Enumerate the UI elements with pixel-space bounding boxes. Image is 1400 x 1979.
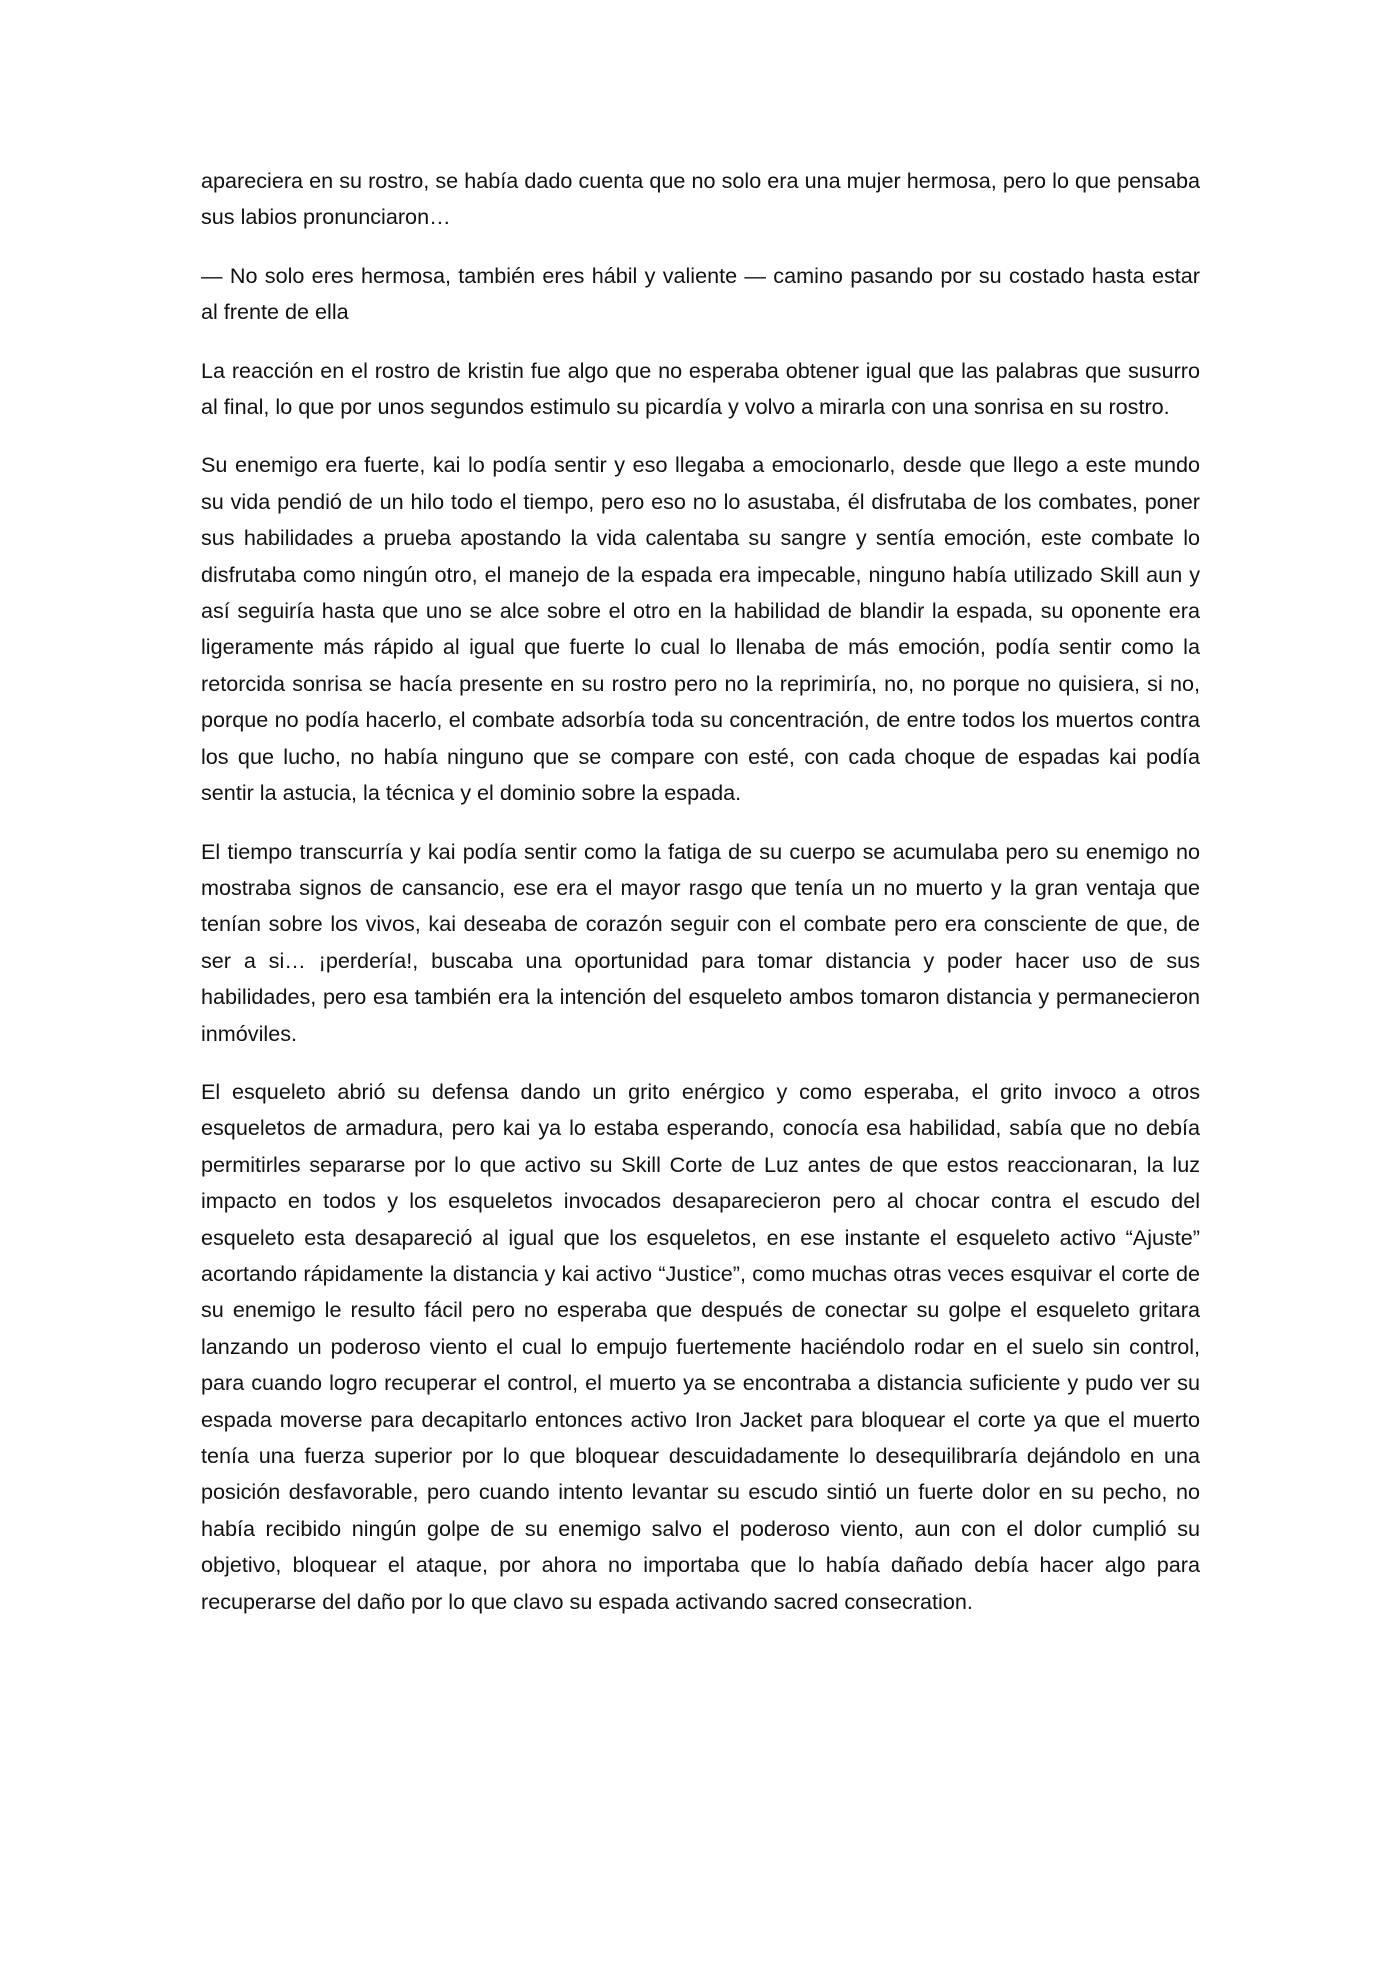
paragraph-1: apareciera en su rostro, se había dado cuenta que no solo era una mujer hermosa, pero lo que pensaba sus labios pronunciaron… bbox=[201, 168, 1200, 230]
paragraph-6: El esqueleto abrió su defensa dando un grito enérgico y como esperaba, el grito invoco a otros esqueletos de armadura, pero kai ya lo estaba esperando, conocía esa habilidad, sabía que no debía permitirles separarse por lo que activo su Skill Corte de Luz antes de que estos reaccionaran, la luz impacto en todos y los esqueletos invocados desaparecieron pero al chocar contra el escudo del esqueleto esta desapareció al igual que los esqueletos, en ese instante el esqueleto activo “Ajuste” acortando rápidamente la distancia y kai activo “Justice”, como muchas otras veces esquivar el corte de su enemigo le resulto fácil pero no esperaba que después de conectar su golpe el esqueleto gritara lanzando un poderoso viento el cual lo empujo fuertemente haciéndolo rodar en el suelo sin control, para cuando logro recuperar el control, el muerto ya se encontraba a distancia suficiente y pudo ver su espada moverse para decapitarlo entonces activo Iron Jacket para bloquear el corte ya que el muerto tenía una fuerza superior por lo que bloquear descuidadamente lo desequilibraría dejándolo en una posición desfavorable, pero cuando intento levantar su escudo sintió un fuerte dolor en su pecho, no había recibido ningún golpe de su enemigo salvo el poderoso viento, aun con el dolor cumplió su objetivo, bloquear el ataque, por ahora no importaba que lo había dañado debía hacer algo para recuperarse del daño por lo que clavo su espada activando sacred consecration. bbox=[201, 1078, 1200, 1614]
paragraph-2: — No solo eres hermosa, también eres hábil y valiente — camino pasando por su costado hasta estar al frente de ella bbox=[201, 262, 1200, 325]
paragraph-5: El tiempo transcurría y kai podía sentir como la fatiga de su cuerpo se acumulaba pero su enemigo no mostraba signos de cansancio, ese era el mayor rasgo que tenía un no muerto y la gran ventaja que tenían sobre los vivos, kai deseaba de corazón seguir con el combate pero era consciente de que, de ser a si… ¡perdería!, buscaba una oportunidad para tomar distancia y poder hacer uso de sus habilidades, pero esa también era la intención del esqueleto ambos tomaron distancia y permanecieron inmóviles. bbox=[201, 838, 1200, 1046]
body-text bbox=[201, 163, 1200, 1620]
paragraph-3: La reacción en el rostro de kristin fue algo que no esperaba obtener igual que las palabras que susurro al final, lo que por unos segundos estimulo su picardía y volvo a mirarla con una sonrisa en su rostro. bbox=[201, 357, 1200, 420]
paragraph-4: Su enemigo era fuerte, kai lo podía sentir y eso llegaba a emocionarlo, desde que llego a este mundo su vida pendió de un hilo todo el tiempo, pero eso no lo asustaba, él disfrutaba de los combates, poner sus habilidades a prueba apostando la vida calentaba su sangre y sentía emoción, este combate lo disfrutaba como ningún otro, el manejo de la espada era impecable, ninguno había utilizado Skill aun y así seguiría hasta que uno se alce sobre el otro en la habilidad de blandir la espada, su oponente era ligeramente más rápido al igual que fuerte lo cual lo llenaba de más emoción, podía sentir como la retorcida sonrisa se hacía presente en su rostro pero no la reprimiría, no, no porque no quisiera, si no, porque no podía hacerlo, el combate adsorbía toda su concentración, de entre todos los muertos contra los que lucho, no había ninguno que se compare con esté, con cada choque de espadas kai podía sentir la astucia, la técnica y el dominio sobre la espada. bbox=[201, 452, 1200, 806]
